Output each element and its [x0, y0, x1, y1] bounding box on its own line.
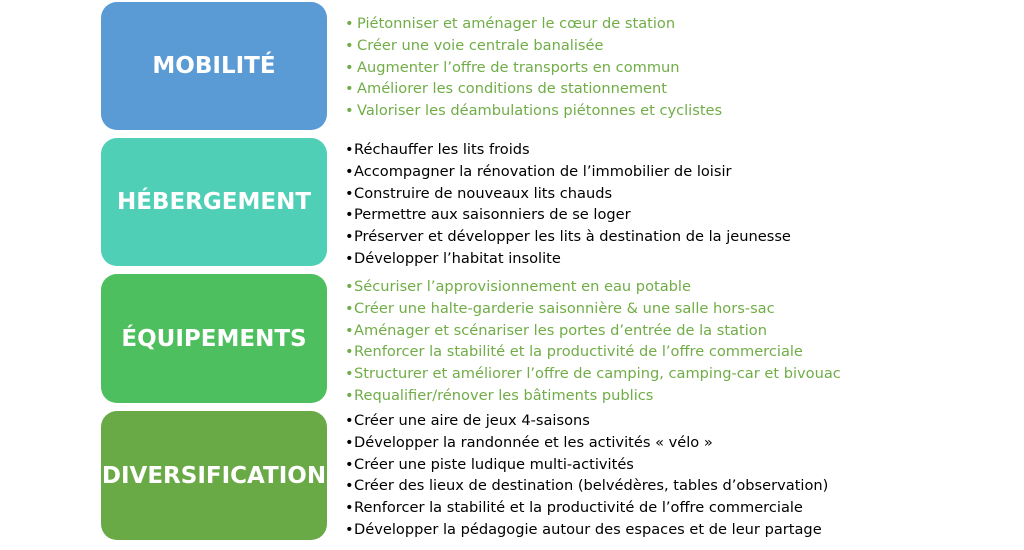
- list-item: •Permettre aux saisonniers de se loger: [345, 204, 791, 226]
- category-title: DIVERSIFICATION: [101, 462, 327, 489]
- item-list-diversification: [345, 410, 828, 541]
- bullet-icon: •: [345, 343, 354, 361]
- bullet-icon: •: [345, 58, 354, 76]
- category-tile-equipements: [101, 274, 327, 403]
- category-tile-mobilite: [101, 2, 327, 130]
- bullet-icon: •: [345, 228, 354, 246]
- bullet-icon: •: [345, 499, 354, 517]
- category-title: MOBILITÉ: [152, 53, 276, 79]
- bullet-icon: •: [345, 162, 354, 180]
- bullet-icon: •: [345, 15, 354, 32]
- list-item: •Développer la pédagogie autour des espaces et de leur partage: [345, 519, 828, 541]
- list-item: • Améliorer les conditions de stationnement: [345, 78, 722, 100]
- list-item: •Créer des lieux de destination (belvédères, tables d’observation): [345, 475, 828, 497]
- category-tile-diversification: [101, 411, 327, 540]
- list-item: •Aménager et scénariser les portes d’entrée de la station: [345, 320, 841, 342]
- list-item: • Augmenter l’offre de transports en commun: [345, 57, 722, 79]
- list-item: •Réchauffer les lits froids: [345, 139, 791, 161]
- list-item: •Accompagner la rénovation de l’immobilier de loisir: [345, 161, 791, 183]
- category-title: ÉQUIPEMENTS: [121, 325, 307, 352]
- bullet-icon: •: [345, 520, 354, 538]
- category-tile-hebergement: [101, 138, 327, 266]
- list-item: •Renforcer la stabilité et la productivité de l’offre commerciale: [345, 341, 841, 363]
- list-item: • Valoriser les déambulations piétonnes et cyclistes: [345, 100, 722, 122]
- bullet-icon: •: [345, 412, 354, 429]
- list-item: •Requalifier/rénover les bâtiments publics: [345, 385, 841, 407]
- bullet-icon: •: [345, 141, 354, 158]
- item-list-hebergement: [345, 139, 791, 270]
- list-item: • Créer une voie centrale banalisée: [345, 35, 722, 57]
- list-item: •Créer une aire de jeux 4-saisons: [345, 410, 828, 432]
- bullet-icon: •: [345, 321, 354, 339]
- bullet-icon: •: [345, 36, 354, 54]
- bullet-icon: •: [345, 249, 354, 267]
- bullet-icon: •: [345, 433, 354, 451]
- item-list-equipements: [345, 276, 841, 407]
- bullet-icon: •: [345, 206, 354, 224]
- list-item: •Sécuriser l’approvisionnement en eau potable: [345, 276, 841, 298]
- bullet-icon: •: [345, 102, 354, 120]
- bullet-icon: •: [345, 455, 354, 473]
- bullet-icon: •: [345, 80, 354, 98]
- bullet-icon: •: [345, 477, 354, 495]
- list-item: •Préserver et développer les lits à destination de la jeunesse: [345, 226, 791, 248]
- bullet-icon: •: [345, 184, 354, 202]
- bullet-icon: •: [345, 278, 354, 295]
- bullet-icon: •: [345, 386, 354, 404]
- category-title: HÉBERGEMENT: [116, 189, 312, 215]
- item-list-mobilite: [345, 13, 722, 122]
- list-item: •Développer la randonnée et les activités « vélo »: [345, 432, 828, 454]
- list-item: •Structurer et améliorer l’offre de camping, camping-car et bivouac: [345, 363, 841, 385]
- list-item: •Créer une piste ludique multi-activités: [345, 454, 828, 476]
- list-item: •Construire de nouveaux lits chauds: [345, 183, 791, 205]
- list-item: •Renforcer la stabilité et la productivité de l’offre commerciale: [345, 497, 828, 519]
- bullet-icon: •: [345, 365, 354, 383]
- bullet-icon: •: [345, 299, 354, 317]
- list-item: •Développer l’habitat insolite: [345, 248, 791, 270]
- list-item: • Piétonniser et aménager le cœur de station: [345, 13, 722, 35]
- list-item: •Créer une halte-garderie saisonnière & une salle hors-sac: [345, 298, 841, 320]
